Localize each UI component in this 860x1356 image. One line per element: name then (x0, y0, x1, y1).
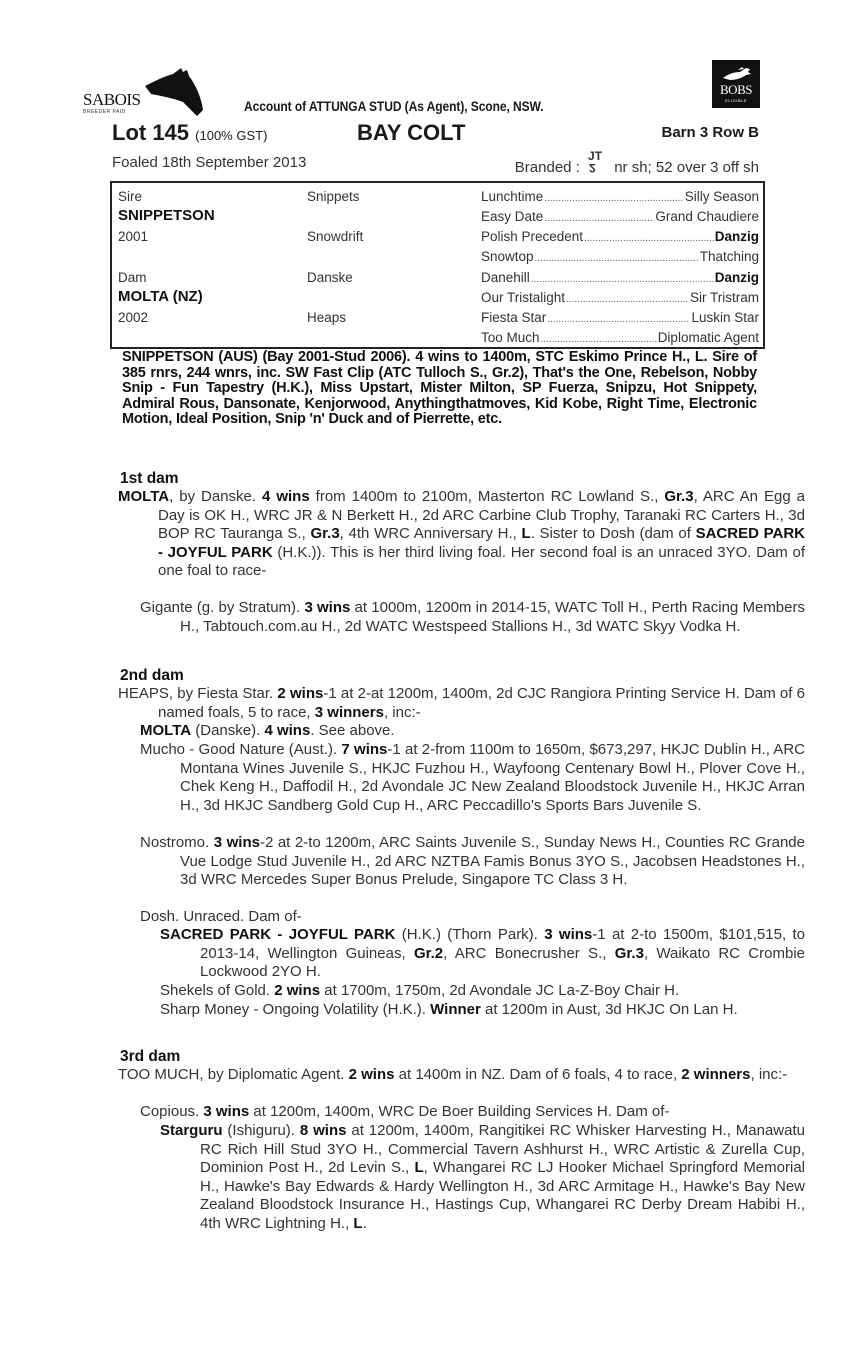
grand-progeny (160, 1001, 805, 1020)
brand-mark-icon (588, 149, 604, 176)
leader-dots (535, 249, 699, 264)
dam-name: MOLTA (NZ) (118, 288, 203, 305)
ancestor-row (481, 209, 759, 224)
grand-progeny (160, 1122, 805, 1233)
brand-bottom: 2 (589, 161, 596, 175)
bobs-wordmark: BOBS (720, 82, 752, 97)
ancestor-left: Easy Date (481, 209, 544, 224)
text: at 1400m in NZ. Dam of 6 foals, 4 to race, (394, 1066, 682, 1083)
bold-text: Gr.3 (310, 525, 340, 542)
bold-text: 2 wins (277, 685, 324, 702)
bold-text: SACRED PARK - JOYFUL PARK (160, 926, 396, 943)
sire-label: Sire (118, 189, 143, 204)
text: -1 at 2-to 1500m, $101,515, to 2013-14, Wellington Guineas, (200, 926, 805, 962)
foaled-date: Foaled 18th September 2013 (112, 154, 307, 171)
text: -2 at 2-to 1200m, ARC Saints Juvenile S., Sunday News H., Counties RC Grande Vue Lodge Stud Juvenile H., 2d ARC NZTBA Famis Bonus 3YO S., Jacobsen Headstones H., 3d WRC Mercedes Super Bonus Prelude, Singapore TC Class 3 H. (180, 834, 805, 888)
ancestor-right: Grand Chaudiere (655, 209, 759, 224)
ancestor-left: Fiesta Star (481, 310, 547, 325)
racehorse-icon (722, 66, 752, 82)
bold-text: L (414, 1159, 424, 1176)
second-dam-progeny (140, 908, 805, 927)
bold-text: 3 wins (544, 926, 593, 943)
text: Sharp Money - Ongoing Volatility (H.K.). (160, 1001, 431, 1018)
text: , 4th WRC Anniversary H., (339, 525, 522, 542)
text: Shekels of Gold. (160, 982, 275, 999)
text: at 1200m, 1400m, WRC De Boer Building Services H. Dam of- (249, 1103, 670, 1120)
third-dam-entry (118, 1066, 805, 1085)
text: Dosh. Unraced. Dam of- (140, 908, 302, 925)
ancestor-left: Danehill (481, 270, 530, 285)
grand-progeny (160, 926, 805, 982)
ancestor-row (481, 189, 759, 204)
lot-label: Lot 145 (112, 120, 190, 145)
pedigree-table (110, 181, 765, 349)
text: . (362, 1214, 367, 1232)
bobs-logo (712, 60, 760, 108)
text: from 1400m to 2100m, Masterton RC Lowland S., (309, 488, 665, 505)
bold-text: Gr.3 (614, 944, 644, 962)
grand-progeny (160, 982, 805, 1001)
sire-summary: SNIPPETSON (AUS) (Bay 2001-Stud 2006). 4 wins to 1400m, STC Eskimo Prince H., L. Sire of 385 rnrs, 244 wnrs, inc. SW Fast Clip (ATC Tulloch S., Gr.2), That's the One, Rebelson, Nobby Snip - Fun Tapestry (H.K.), Miss Upstart, Mister Milton, SP Fuerza, Snipzu, Hot Snippety, Admiral Rous, Dansonate, Kenjorwood, Anythingthatmoves, Kid Kobe, Right Time, Electronic Motion, Ideal Position, Snip 'n' Duck and of Pierrette, etc. (122, 349, 757, 427)
barn-location: Barn 3 Row B (661, 124, 759, 141)
gst-note: (100% GST) (195, 128, 268, 143)
ancestor-left: Too Much (481, 330, 540, 345)
bold-text: L (521, 525, 531, 542)
ancestor-right: Luskin Star (691, 310, 759, 325)
dam-sire: Danske (307, 270, 353, 285)
ancestor-right: Diplomatic Agent (657, 330, 759, 345)
bold-text: SACRED PARK - JOYFUL PARK (158, 525, 806, 561)
brand-top: JT (588, 149, 603, 163)
leader-dots (547, 310, 690, 325)
bold-text: 3 wins (203, 1103, 250, 1120)
text: , ARC An Egg a Day is OK H., WRC JR & N Berkett H., 2d ARC Carbine Club Trophy, Taranaki RC Carters H., 3d BOP RC Tauranga S., (158, 488, 805, 542)
sire-dam: Snowdrift (307, 229, 364, 244)
bobs-subtitle: ELIGIBLE (725, 98, 747, 103)
bold-text: 8 wins (299, 1122, 347, 1139)
text: TOO MUCH, by Diplomatic Agent. (118, 1066, 349, 1083)
second-dam-progeny (140, 741, 805, 815)
bold-text: 2 wins (348, 1066, 395, 1083)
text: Nostromo. (140, 834, 214, 851)
ancestor-left: Lunchtime (481, 189, 544, 204)
text: (H.K.) (Thorn Park). (395, 926, 545, 943)
bold-text: Gr.2 (413, 944, 444, 962)
text: . Sister to Dosh (dam of (530, 525, 696, 542)
ancestor-right: Danzig (714, 229, 759, 244)
text: Copious. (140, 1103, 204, 1120)
bold-text: 3 wins (213, 834, 260, 851)
second-dam-progeny (140, 722, 805, 741)
ancestor-row (481, 249, 759, 264)
leader-dots (544, 209, 654, 224)
text: , Whangarei RC LJ Hooker Michael Springford Memorial H., Hawke's Bay Edwards & Hardy Wellington H., 3d ARC Armitage H., Hawke's Bay New Zealand Bloodstock Insurance H., Hastings Cup, Whangarei RC Derby Dream Habibi H., 4th WRC Lightning H., (200, 1159, 805, 1232)
second-dam-heading: 2nd dam (120, 667, 184, 684)
lot-line (112, 120, 767, 146)
text: . See above. (310, 722, 395, 739)
bold-text: Starguru (160, 1122, 223, 1139)
bold-text: 4 wins (264, 722, 311, 739)
horse-head-icon (143, 66, 205, 118)
text: Mucho - Good Nature (Aust.). (140, 741, 342, 758)
text: , by Danske. (169, 488, 263, 505)
third-dam-heading: 3rd dam (120, 1048, 181, 1065)
text: at 1200m, 1400m, Rangitikei RC Whisker Harvesting H., Manawatu RC Rich Hill Stud 3YO H., Commercial Tavern Ashhurst H., WRC Artistic & Zurella Cup, Dominion Post H., 2d Levin S., (200, 1122, 805, 1176)
text: , inc:- (750, 1066, 788, 1083)
first-dam-entry (118, 488, 805, 581)
text: at 1000m, 1200m in 2014-15, WATC Toll H., Perth Racing Members H., Tabtouch.com.au H., 2d WATC Westspeed Stallions H., 3d WATC Skyy Vodka H. (180, 599, 805, 635)
text: -1 at 2-at 1200m, 1400m, 2d CJC Rangiora Printing Service H. Dam of 6 named foals, 5 to race, (158, 685, 805, 721)
bold-text: 3 winners (314, 703, 384, 721)
text: at 1200m in Aust, 3d HKJC On Lan H. (480, 1001, 738, 1018)
sabois-wordmark: SABOIS (83, 90, 141, 109)
leader-dots (544, 189, 683, 204)
ancestor-row (481, 270, 759, 285)
ancestor-left: Snowtop (481, 249, 534, 264)
text: (Danske). (191, 722, 265, 739)
bold-text: 2 winners (681, 1066, 751, 1083)
text: HEAPS, by Fiesta Star. (118, 685, 278, 702)
bold-text: MOLTA (118, 488, 170, 505)
dam-dam: Heaps (307, 310, 347, 325)
ancestor-right: Sir Tristram (690, 290, 759, 305)
text: -1 at 2-from 1100m to 1650m, $673,297, HKJC Dublin H., ARC Montana Wines Juvenile S., HKJC Fuzhou H., Wayfoong Centenary Bowl H., Plover Cove H., Chek Keng H., Daffodil H., 2d Avondale JC New Zealand Bloodstock Juvenile H., HKJC Arran H., 3d HKJC Sandberg Gold Cup H., ARC Peccadillo's Sports Bars Juvenile S. (180, 741, 805, 814)
text: (H.K.)). This is her third living foal. Her second foal is an unraced 3YO. Dam of one foal to race- (158, 543, 805, 579)
ancestor-right: Danzig (714, 270, 759, 285)
sabois-logo (83, 66, 213, 116)
branded-detail: nr sh; 52 over 3 off sh (614, 159, 759, 176)
lot-number (112, 120, 267, 146)
first-dam-progeny (140, 599, 805, 636)
bold-text: 7 wins (341, 741, 388, 758)
ancestor-left: Our Tristalight (481, 290, 566, 305)
text: (Ishiguru). (222, 1122, 300, 1139)
ancestor-right: Silly Season (684, 189, 759, 204)
horse-sex-colour: BAY COLT (357, 120, 466, 145)
text: , Waikato RC Crombie Lockwood 2YO H. (200, 944, 805, 980)
leader-dots (531, 270, 714, 285)
leader-dots (566, 290, 689, 305)
sabois-subtitle: BREEDER PAID (83, 109, 126, 115)
text: at 1700m, 1750m, 2d Avondale JC La-Z-Boy Chair H. (320, 982, 680, 999)
ancestor-right: Thatching (699, 249, 759, 264)
ancestor-left: Polish Precedent (481, 229, 584, 244)
dam-label: Dam (118, 270, 147, 285)
ancestor-row (481, 330, 759, 345)
leader-dots (541, 330, 657, 345)
first-dam-heading: 1st dam (120, 470, 179, 487)
second-dam-entry (118, 685, 805, 722)
bold-text: 2 wins (274, 982, 321, 999)
sire-year: 2001 (118, 229, 149, 244)
text: Gigante (g. by Stratum). (140, 599, 305, 616)
dam-year: 2002 (118, 310, 149, 325)
bold-text: MOLTA (140, 722, 192, 739)
bold-text: L (353, 1214, 363, 1232)
bold-text: 4 wins (262, 488, 310, 505)
third-dam-progeny (140, 1103, 805, 1122)
bold-text: 3 wins (304, 599, 351, 616)
text: , inc:- (383, 703, 421, 721)
branded-label: Branded : (514, 159, 580, 176)
sire-name: SNIPPETSON (118, 207, 215, 224)
bold-text: Winner (430, 1001, 481, 1018)
vendor-account: Account of ATTUNGA STUD (As Agent), Scone, NSW. (244, 98, 544, 114)
bold-text: Gr.3 (664, 488, 694, 505)
ancestor-row (481, 229, 759, 244)
branded-info (514, 149, 759, 176)
sire-sire: Snippets (307, 189, 360, 204)
leader-dots (584, 229, 714, 244)
ancestor-row (481, 290, 759, 305)
ancestor-row (481, 310, 759, 325)
second-dam-progeny (140, 834, 805, 890)
text: , ARC Bonecrusher S., (443, 944, 615, 962)
